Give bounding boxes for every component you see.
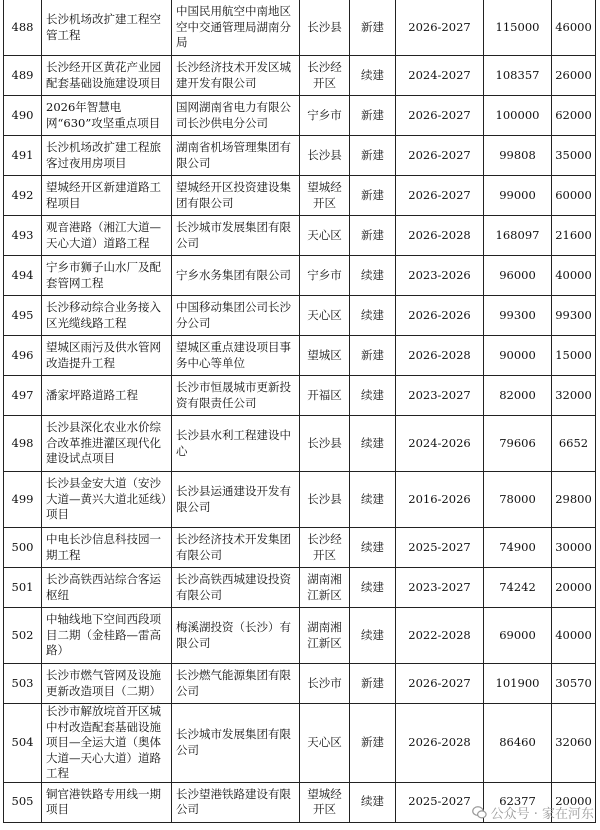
build-period-cell: 2016-2026: [396, 472, 484, 528]
build-period-cell: 2026-2028: [396, 704, 484, 783]
owner-org-cell: 梅溪湖投资（长沙）有限公司: [172, 608, 300, 664]
total-investment-cell: 62377: [484, 782, 552, 822]
row-number-cell: 502: [4, 608, 42, 664]
project-name-cell: 长沙移动综合业务接入区光缆线路工程: [42, 296, 172, 336]
region-cell: 宁乡市: [300, 96, 350, 136]
owner-org-cell: 望城经开区投资建设集团有限公司: [172, 176, 300, 216]
total-investment-cell: 100000: [484, 96, 552, 136]
build-period-cell: 2026-2027: [396, 136, 484, 176]
plan-investment-cell: 32060: [552, 704, 596, 783]
row-number-cell: 499: [4, 472, 42, 528]
build-type-cell: 新建: [350, 96, 396, 136]
build-type-cell: 新建: [350, 136, 396, 176]
build-type-cell: 续建: [350, 568, 396, 608]
project-name-cell: 长沙市燃气管网及设施更新改造项目（二期）: [42, 664, 172, 704]
row-number-cell: 505: [4, 782, 42, 822]
owner-org-cell: 长沙县水利工程建设中心: [172, 416, 300, 472]
total-investment-cell: 79606: [484, 416, 552, 472]
build-period-cell: 2026-2027: [396, 664, 484, 704]
total-investment-cell: 78000: [484, 472, 552, 528]
plan-investment-cell: 15000: [552, 336, 596, 376]
build-period-cell: 2024-2027: [396, 56, 484, 96]
row-number-cell: 501: [4, 568, 42, 608]
project-name-cell: 望城经开区新建道路工程项目: [42, 176, 172, 216]
region-cell: 开福区: [300, 376, 350, 416]
region-cell: 湖南湘江新区: [300, 568, 350, 608]
build-period-cell: 2026-2026: [396, 296, 484, 336]
total-investment-cell: 108357: [484, 56, 552, 96]
total-investment-cell: 99000: [484, 176, 552, 216]
region-cell: 天心区: [300, 216, 350, 256]
owner-org-cell: 长沙经济技术开发区城建开发有限公司: [172, 56, 300, 96]
owner-org-cell: 长沙县运通建设开发有限公司: [172, 472, 300, 528]
owner-org-cell: 长沙市恒晟城市更新投资有限责任公司: [172, 376, 300, 416]
build-period-cell: 2023-2026: [396, 256, 484, 296]
build-type-cell: 续建: [350, 608, 396, 664]
row-number-cell: 497: [4, 376, 42, 416]
region-cell: 望城经开区: [300, 176, 350, 216]
build-type-cell: 新建: [350, 216, 396, 256]
project-name-cell: 观音港路（湘江大道—天心大道）道路工程: [42, 216, 172, 256]
watermark: [472, 803, 594, 822]
total-investment-cell: 74900: [484, 528, 552, 568]
project-table: [3, 0, 596, 823]
owner-org-cell: 长沙燃气能源集团有限公司: [172, 664, 300, 704]
row-number-cell: 491: [4, 136, 42, 176]
owner-org-cell: 长沙望港铁路建设有限公司: [172, 782, 300, 822]
table-row: [4, 664, 596, 704]
build-type-cell: 新建: [350, 176, 396, 216]
owner-org-cell: 长沙城市发展集团有限公司: [172, 216, 300, 256]
build-period-cell: 2026-2028: [396, 216, 484, 256]
project-name-cell: 中轴线地下空间西段项目二期（金桂路—雷高路）: [42, 608, 172, 664]
row-number-cell: 498: [4, 416, 42, 472]
total-investment-cell: 99300: [484, 296, 552, 336]
row-number-cell: 496: [4, 336, 42, 376]
build-period-cell: 2026-2027: [396, 0, 484, 56]
plan-investment-cell: 30000: [552, 528, 596, 568]
plan-investment-cell: 32000: [552, 376, 596, 416]
table-row: [4, 56, 596, 96]
row-number-cell: 500: [4, 528, 42, 568]
build-type-cell: 新建: [350, 664, 396, 704]
plan-investment-cell: 99300: [552, 296, 596, 336]
region-cell: 湖南湘江新区: [300, 608, 350, 664]
total-investment-cell: 168097: [484, 216, 552, 256]
project-name-cell: 宁乡市狮子山水厂及配套管网工程: [42, 256, 172, 296]
project-name-cell: 长沙市解放垸首开区城中村改造配套基础设施项目—全运大道（奥体大道—天心大道）道路工程: [42, 704, 172, 783]
table-row: [4, 216, 596, 256]
build-type-cell: 新建: [350, 336, 396, 376]
table-row: [4, 0, 596, 56]
owner-org-cell: 长沙高铁西城建设投资有限公司: [172, 568, 300, 608]
total-investment-cell: 82000: [484, 376, 552, 416]
owner-org-cell: 中国移动集团公司长沙分公司: [172, 296, 300, 336]
build-period-cell: 2026-2028: [396, 336, 484, 376]
table-row: [4, 608, 596, 664]
build-type-cell: 续建: [350, 56, 396, 96]
build-period-cell: 2024-2026: [396, 416, 484, 472]
table-row: [4, 568, 596, 608]
owner-org-cell: 望城区重点建设项目事务中心等单位: [172, 336, 300, 376]
total-investment-cell: 96000: [484, 256, 552, 296]
project-name-cell: 长沙县深化农业水价综合改革推进灌区现代化建设试点项目: [42, 416, 172, 472]
plan-investment-cell: 60000: [552, 176, 596, 216]
row-number-cell: 489: [4, 56, 42, 96]
build-type-cell: 续建: [350, 256, 396, 296]
region-cell: 长沙县: [300, 0, 350, 56]
plan-investment-cell: 6652: [552, 416, 596, 472]
total-investment-cell: 86460: [484, 704, 552, 783]
table-row: [4, 336, 596, 376]
table-row: [4, 704, 596, 783]
owner-org-cell: 长沙城市发展集团有限公司: [172, 704, 300, 783]
build-period-cell: 2026-2027: [396, 176, 484, 216]
plan-investment-cell: 35000: [552, 136, 596, 176]
region-cell: 天心区: [300, 296, 350, 336]
build-type-cell: 续建: [350, 472, 396, 528]
row-number-cell: 490: [4, 96, 42, 136]
build-period-cell: 2025-2027: [396, 528, 484, 568]
plan-investment-cell: 46000: [552, 0, 596, 56]
region-cell: 长沙市: [300, 664, 350, 704]
project-name-cell: 长沙机场改扩建工程空管工程: [42, 0, 172, 56]
plan-investment-cell: 20000: [552, 568, 596, 608]
build-period-cell: 2023-2027: [396, 376, 484, 416]
build-type-cell: 续建: [350, 296, 396, 336]
region-cell: 天心区: [300, 704, 350, 783]
table-row: [4, 96, 596, 136]
watermark-text: 公众号 · 家在河东: [490, 807, 594, 822]
owner-org-cell: 宁乡水务集团有限公司: [172, 256, 300, 296]
build-type-cell: 续建: [350, 416, 396, 472]
plan-investment-cell: 21600: [552, 216, 596, 256]
region-cell: 宁乡市: [300, 256, 350, 296]
region-cell: 长沙经开区: [300, 56, 350, 96]
total-investment-cell: 101900: [484, 664, 552, 704]
build-type-cell: 新建: [350, 704, 396, 783]
owner-org-cell: 长沙经济技术开发集团有限公司: [172, 528, 300, 568]
region-cell: 长沙县: [300, 416, 350, 472]
total-investment-cell: 69000: [484, 608, 552, 664]
plan-investment-cell: 40000: [552, 608, 596, 664]
table-row: [4, 296, 596, 336]
project-name-cell: 长沙经开区黄花产业园配套基础设施建设项目: [42, 56, 172, 96]
region-cell: 长沙县: [300, 472, 350, 528]
plan-investment-cell: 40000: [552, 256, 596, 296]
project-name-cell: 望城区雨污及供水管网改造提升工程: [42, 336, 172, 376]
build-type-cell: 续建: [350, 782, 396, 822]
project-name-cell: 长沙县金安大道（安沙大道—黄兴大道北延线）项目: [42, 472, 172, 528]
plan-investment-cell: 26000: [552, 56, 596, 96]
table-row: [4, 528, 596, 568]
region-cell: 望城经开区: [300, 782, 350, 822]
project-name-cell: 潘家坪路道路工程: [42, 376, 172, 416]
region-cell: 长沙经开区: [300, 528, 350, 568]
project-name-cell: 中电长沙信息科技园一期工程: [42, 528, 172, 568]
build-period-cell: 2026-2027: [396, 96, 484, 136]
owner-org-cell: 国网湖南省电力有限公司长沙供电分公司: [172, 96, 300, 136]
row-number-cell: 495: [4, 296, 42, 336]
total-investment-cell: 90000: [484, 336, 552, 376]
row-number-cell: 504: [4, 704, 42, 783]
region-cell: 长沙县: [300, 136, 350, 176]
project-name-cell: 长沙高铁西站综合客运枢纽: [42, 568, 172, 608]
plan-investment-cell: 62000: [552, 96, 596, 136]
build-type-cell: 续建: [350, 376, 396, 416]
total-investment-cell: 115000: [484, 0, 552, 56]
build-type-cell: 续建: [350, 528, 396, 568]
row-number-cell: 493: [4, 216, 42, 256]
owner-org-cell: 湖南省机场管理集团有限公司: [172, 136, 300, 176]
table-row: [4, 136, 596, 176]
plan-investment-cell: 29800: [552, 472, 596, 528]
region-cell: 望城区: [300, 336, 350, 376]
owner-org-cell: 中国民用航空中南地区空中交通管理局湖南分局: [172, 0, 300, 56]
total-investment-cell: 74242: [484, 568, 552, 608]
row-number-cell: 492: [4, 176, 42, 216]
build-period-cell: 2022-2028: [396, 608, 484, 664]
table-row: [4, 416, 596, 472]
plan-investment-cell: 30570: [552, 664, 596, 704]
table-row: [4, 376, 596, 416]
table-row: [4, 256, 596, 296]
table-row: [4, 472, 596, 528]
row-number-cell: 494: [4, 256, 42, 296]
build-type-cell: 新建: [350, 0, 396, 56]
total-investment-cell: 99808: [484, 136, 552, 176]
project-name-cell: 2026年智慧电网“630”攻坚重点项目: [42, 96, 172, 136]
row-number-cell: 488: [4, 0, 42, 56]
project-name-cell: 长沙机场改扩建工程旅客过夜用房项目: [42, 136, 172, 176]
row-number-cell: 503: [4, 664, 42, 704]
wechat-icon: [472, 805, 487, 820]
plan-investment-cell: 20000: [552, 782, 596, 822]
build-period-cell: 2023-2027: [396, 568, 484, 608]
table-row: [4, 176, 596, 216]
project-name-cell: 铜官港铁路专用线一期项目: [42, 782, 172, 822]
build-period-cell: 2025-2027: [396, 782, 484, 822]
